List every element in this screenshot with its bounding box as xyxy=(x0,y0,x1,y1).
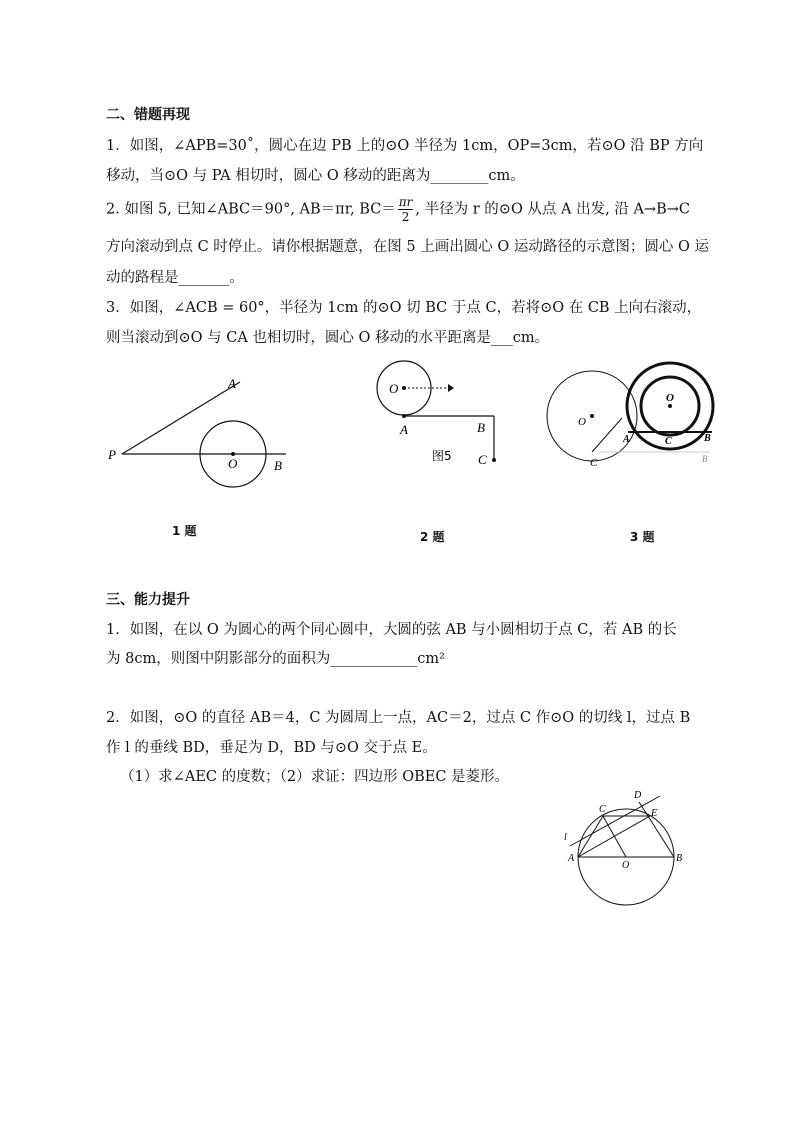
label-A: A xyxy=(568,853,575,864)
segment-AE xyxy=(578,816,650,857)
q2-line1-pre: 2. 如图 5, 已知∠ABC＝90°, AB＝πr, BC＝ xyxy=(106,201,396,218)
label-C-left: C xyxy=(590,457,598,469)
s3q2-line3: （1）求∠AEC 的度数；（2）求证：四边形 OBEC 是菱形。 xyxy=(120,769,510,785)
label-O: O xyxy=(228,456,238,471)
section3-title: 三、能力提升 xyxy=(106,592,190,608)
label-B: B xyxy=(676,853,683,864)
q2-line1 xyxy=(106,196,690,223)
q2-line3: 动的路程是_______。 xyxy=(106,270,244,286)
label-O: O xyxy=(622,860,630,871)
figure-4 xyxy=(556,786,716,906)
point-C-dot xyxy=(492,458,496,462)
center-O-dot xyxy=(402,386,406,390)
label-B: B xyxy=(477,420,485,435)
label-C: C xyxy=(665,436,672,447)
label-l: l xyxy=(564,832,567,843)
label-P: P xyxy=(108,447,116,462)
s3q1-line1: 1．如图，在以 O 为圆心的两个同心圆中，大圆的弦 AB 与小圆相切于点 C，若 AB 的长 xyxy=(106,622,677,638)
fraction-numerator: πr xyxy=(398,195,413,209)
section2-title: 二、错题再现 xyxy=(106,107,190,123)
label-C: C xyxy=(478,452,487,467)
label-D: D xyxy=(634,790,642,801)
figure-2 xyxy=(370,360,510,480)
s3q1-line2: 为 8cm，则图中阴影部分的面积为____________cm² xyxy=(106,651,445,667)
arrow-head xyxy=(448,384,454,392)
q3-line2: 则当滚动到⊙O 与 CA 也相切时，圆心 O 移动的水平距离是___cm。 xyxy=(106,330,550,346)
figure-1 xyxy=(100,370,300,510)
label-B: B xyxy=(704,433,711,444)
label-B: B xyxy=(274,458,282,473)
fig1-caption: 1 题 xyxy=(172,524,197,538)
figure-3 xyxy=(540,360,730,470)
center-left-dot xyxy=(590,414,594,418)
label-C: C xyxy=(599,804,606,815)
q2-line2: 方向滚动到点 C 时停止。请你根据题意，在图 5 上画出圆心 O 运动路径的示意图；圆心 O 运 xyxy=(106,239,709,255)
fig3-caption: 3 题 xyxy=(630,530,655,544)
label-B-faint: B xyxy=(702,454,708,464)
label-E: E xyxy=(651,808,658,819)
center-O-dot xyxy=(668,404,672,408)
label-A: A xyxy=(623,434,630,445)
q1-line2: 移动，当⊙O 与 PA 相切时，圆心 O 移动的距离为________cm。 xyxy=(106,168,525,184)
s3q2-line2: 作 l 的垂线 BD，垂足为 D，BD 与⊙O 交于点 E。 xyxy=(106,740,437,756)
q3-line1: 3．如图，∠ACB = 60°，半径为 1cm 的⊙O 切 BC 于点 C，若将⊙O 在 CB 上向右滚动， xyxy=(106,300,702,316)
q2-line1-post: , 半径为 r 的⊙O 从点 A 出发, 沿 A→B→C xyxy=(415,201,690,218)
label-O: O xyxy=(389,381,399,396)
tangent-CA xyxy=(592,418,622,452)
s3q2-line1: 2．如图，⊙O 的直径 AB＝4，C 为圆周上一点，AC＝2，过点 C 作⊙O 的切线 l，过点 B xyxy=(106,710,691,726)
label-O-left: O xyxy=(578,416,586,428)
q1-line1: 1．如图，∠APB=30˚，圆心在边 PB 上的⊙O 半径为 1cm，OP=3cm，若⊙O 沿 BP 方向 xyxy=(106,138,704,154)
label-A: A xyxy=(228,376,236,391)
label-A: A xyxy=(400,422,408,437)
label-O: O xyxy=(666,392,674,404)
fig2-caption: 2 题 xyxy=(420,530,445,544)
segment-AC xyxy=(578,816,603,857)
tangent-l xyxy=(570,796,660,846)
point-A-dot xyxy=(402,414,406,418)
ray-PA xyxy=(122,382,240,454)
fraction-denominator: 2 xyxy=(401,210,410,224)
q2-fraction xyxy=(398,196,414,223)
inner-caption: 图5 xyxy=(432,449,452,463)
